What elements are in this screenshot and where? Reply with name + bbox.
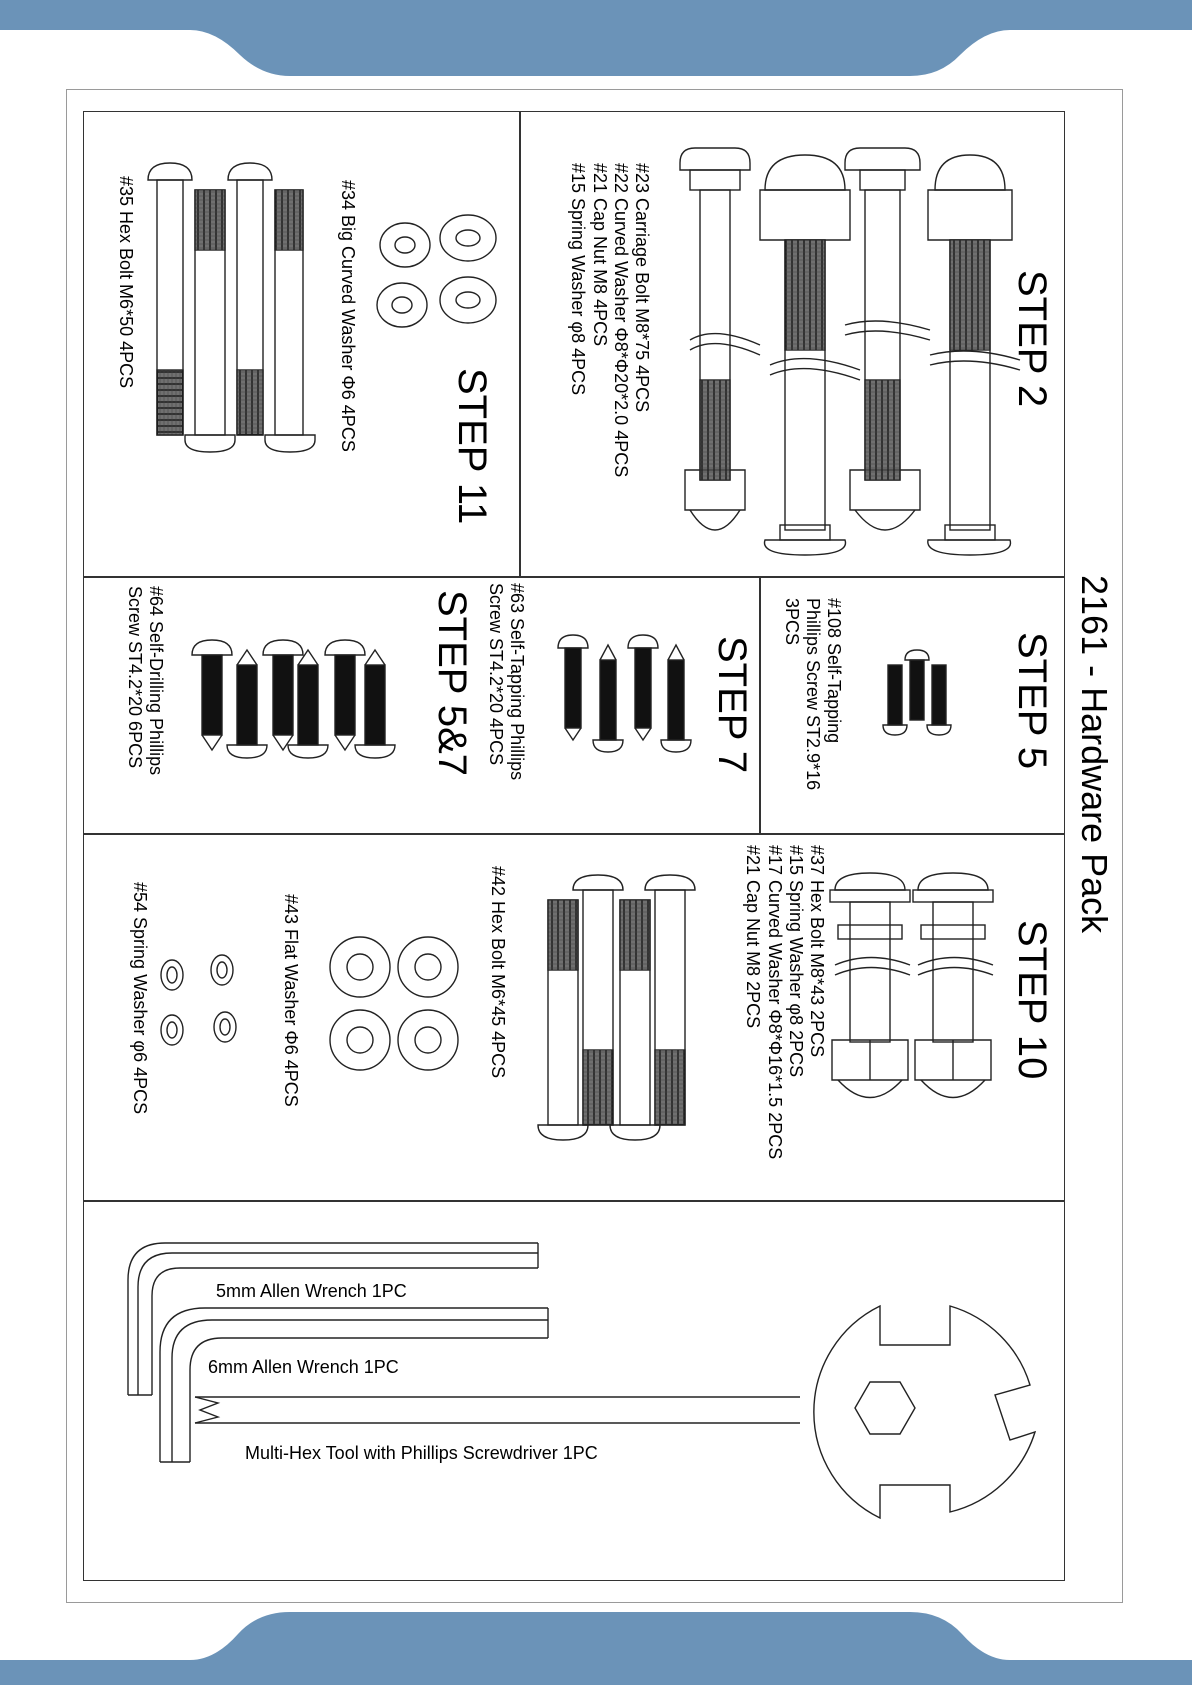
hex-bolt-m8-43-icon xyxy=(830,873,993,1098)
step57-heading: STEP 5&7 xyxy=(430,590,474,777)
part-43-label: #43 Flat Washer Φ6 4PCS xyxy=(281,894,301,1107)
spring-washer-group-icon xyxy=(161,955,236,1045)
self-tapping-screw-st42-icon xyxy=(558,635,691,752)
cap-nut-bolt-2-icon xyxy=(760,155,860,555)
carriage-bolt-3-icon xyxy=(845,148,930,530)
hex-bolt-m6-50-icon xyxy=(148,163,315,452)
step10-part-15: #15 Spring Washer φ8 2PCS xyxy=(785,845,806,1078)
step57-part-line2: Screw ST4.2*20 6PCS xyxy=(124,586,145,769)
step2-part-22: #22 Curved Washer Φ8*Φ20*2.0 4PCS xyxy=(610,163,631,478)
tool-multi-hex-label: Multi-Hex Tool with Phillips Screwdriver 1PC xyxy=(245,1443,598,1463)
step7-part-line2: Screw ST4.2*20 4PCS xyxy=(485,583,506,766)
step2-heading: STEP 2 xyxy=(1010,270,1054,408)
step11-heading: STEP 11 xyxy=(450,368,494,525)
step11-part-34: #34 Big Curved Washer Φ6 4PCS xyxy=(338,180,358,452)
step5-part-line2: Phillips Screw ST2.9*16 xyxy=(802,598,823,791)
step10-heading: STEP 10 xyxy=(1010,920,1054,1080)
step7-heading: STEP 7 xyxy=(710,636,754,774)
step57-part-line1: #64 Self-Drilling Phillips xyxy=(146,586,166,776)
part-42-label: #42 Hex Bolt M6*45 4PCS xyxy=(488,866,508,1079)
step10-part-21: #21 Cap Nut M8 2PCS xyxy=(743,845,764,1029)
tool-5mm-allen-label: 5mm Allen Wrench 1PC xyxy=(216,1281,407,1301)
step2-part-23: #23 Carriage Bolt M8*75 4PCS xyxy=(632,163,652,413)
allen-wrench-6mm-icon xyxy=(160,1308,548,1462)
tool-6mm-allen-label: 6mm Allen Wrench 1PC xyxy=(208,1357,399,1377)
self-tapping-screw-st29-icon xyxy=(883,650,951,735)
cap-nut-bolt-4-icon xyxy=(928,155,1020,555)
carriage-bolt-1-icon xyxy=(680,148,760,530)
step5-part-line1: #108 Self-Tapping xyxy=(824,598,844,744)
curved-washer-group-icon xyxy=(377,215,496,327)
step2-part-21: #21 Cap Nut M8 4PCS xyxy=(589,163,610,347)
step5-heading: STEP 5 xyxy=(1010,632,1054,770)
step5-part-line3: 3PCS xyxy=(781,598,802,646)
part-54-label: #54 Spring Washer φ6 4PCS xyxy=(130,882,150,1115)
self-drilling-screw-icon xyxy=(192,640,395,758)
step7-part-line1: #63 Self-Tapping Phillips xyxy=(507,583,527,781)
hex-bolt-m6-45-icon xyxy=(538,875,695,1140)
step11-part-35: #35 Hex Bolt M6*50 4PCS xyxy=(116,176,136,389)
flat-washer-group-icon xyxy=(330,937,458,1070)
step10-part-17: #17 Curved Washer Φ8*Φ16*1.5 2PCS xyxy=(764,845,785,1160)
step2-part-15: #15 Spring Washer φ8 4PCS xyxy=(568,163,589,396)
page-title: 2161 - Hardware Pack xyxy=(1074,575,1115,934)
step10-part-37: #37 Hex Bolt M8*43 2PCS xyxy=(807,845,827,1058)
